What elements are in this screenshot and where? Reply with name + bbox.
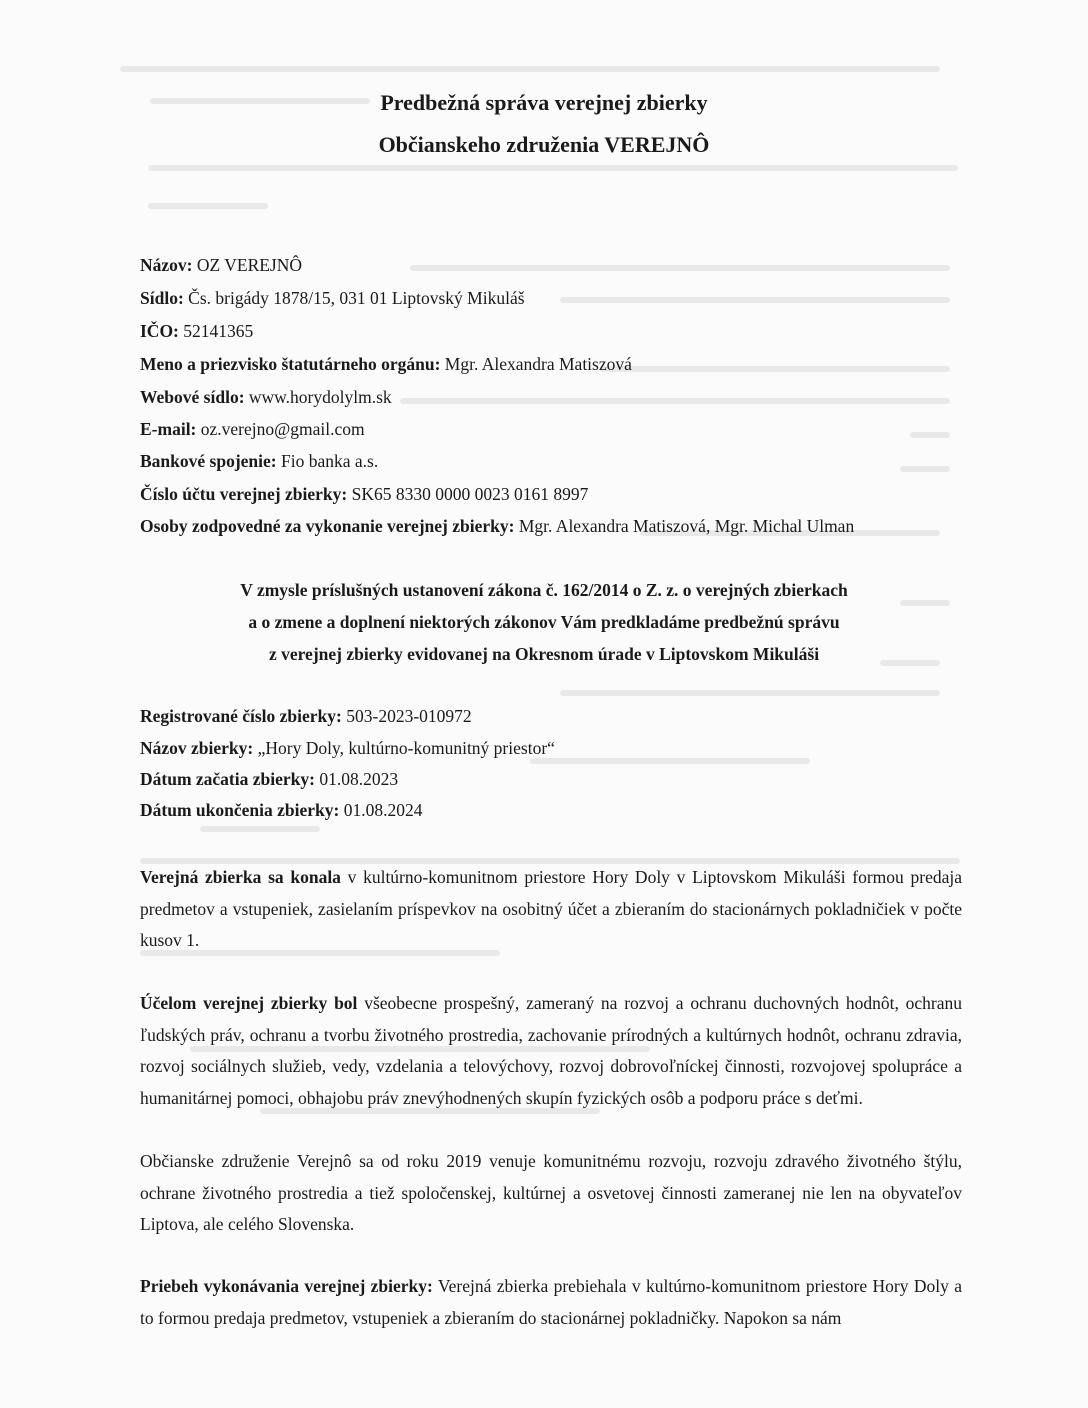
collection-reg-number — [140, 706, 472, 727]
field-sidlo — [140, 288, 525, 309]
field-value: „Hory Doly, kultúrno-komunitný priestor“ — [253, 738, 555, 758]
field-value: 01.08.2023 — [314, 769, 399, 789]
field-value: OZ VEREJNÔ — [192, 255, 303, 275]
field-value: SK65 8330 0000 0023 0161 8997 — [347, 484, 589, 504]
field-label: Meno a priezvisko štatutárneho orgánu: — [140, 354, 441, 374]
field-label: Webové sídlo: — [140, 387, 245, 407]
field-nazov — [140, 255, 302, 276]
field-web — [140, 387, 392, 408]
field-label: Sídlo: — [140, 288, 184, 308]
field-value: 52141365 — [178, 321, 254, 341]
paragraph-priebeh — [140, 1271, 962, 1334]
field-osoby — [140, 516, 854, 537]
paragraph-text: všeobecne prospešný, zameraný na rozvoj a ochranu duchovných hodnôt, ochranu ľudských práv, ochranu a tvorbu životného prostredia, zachovanie prírodných a kultúrnych hodnôt, ochranu zdravia, rozvoj sociálnych služieb, vedy, vzdelania a telovýchovy, rozvoj dobrovoľníckej činnosti, rozvojovej spolupráce a humanitárnej pomoci, obhajobu práv znevýhodnených skupín fyzických osôb a podporu práce s deťmi. — [140, 993, 963, 1108]
field-label: Názov zbierky: — [140, 738, 254, 758]
intro-line-1: V zmysle príslušných ustanovení zákona č. 162/2014 o Z. z. o verejných zbierkach — [240, 580, 848, 600]
field-label: IČO: — [140, 321, 179, 341]
field-label: Registrované číslo zbierky: — [140, 706, 342, 726]
field-value: Mgr. Alexandra Matiszová — [440, 354, 632, 374]
field-ucet — [140, 484, 588, 505]
field-value: 01.08.2024 — [339, 800, 423, 820]
paragraph-label: Verejná zbierka sa konala — [140, 867, 341, 887]
field-email — [140, 419, 365, 440]
field-label: E-mail: — [140, 419, 197, 439]
intro-line-2: a o zmene a doplnení niektorých zákonov Vám predkladáme predbežnú správu — [248, 612, 840, 632]
paragraph-konala — [140, 862, 962, 957]
field-label: Dátum ukončenia zbierky: — [140, 800, 340, 820]
collection-end-date — [140, 800, 422, 821]
paragraph-label: Účelom verejnej zbierky bol — [140, 993, 358, 1013]
field-value: 503-2023-010972 — [341, 706, 472, 726]
field-label: Bankové spojenie: — [140, 451, 277, 471]
field-label: Dátum začatia zbierky: — [140, 769, 315, 789]
document-title: Predbežná správa verejnej zbierky — [380, 90, 708, 115]
field-value: oz.verejno@gmail.com — [196, 419, 365, 439]
collection-name — [140, 738, 555, 759]
field-ico — [140, 321, 253, 342]
collection-start-date — [140, 769, 398, 790]
field-value: www.horydolylm.sk — [244, 387, 392, 407]
paragraph-text: v kultúrno-komunitnom priestore Hory Doly v Liptovskom Mikuláši formou predaja predmetov a vstupeniek, zasielaním príspevkov na osobitný účet a zbieraním do stacionárnych pokladničiek v počte kusov 1. — [140, 867, 962, 950]
paragraph-label: Priebeh vykonávania verejnej zbierky: — [140, 1276, 433, 1296]
field-label: Číslo účtu verejnej zbierky: — [140, 484, 348, 504]
field-statutar — [140, 354, 632, 375]
field-value: Fio banka a.s. — [276, 451, 379, 471]
field-value: Čs. brigády 1878/15, 031 01 Liptovský Mikuláš — [183, 288, 525, 308]
paragraph-ucel — [140, 988, 962, 1114]
field-value: Mgr. Alexandra Matiszová, Mgr. Michal Ulman — [514, 516, 855, 536]
field-label: Názov: — [140, 255, 193, 275]
paragraph-text: Verejná zbierka prebiehala v kultúrno-komunitnom priestore Hory Doly a to formou predaja predmetov, vstupeniek a zbieraním do stacionárnej pokladničky. Napokon sa nám — [140, 1276, 962, 1328]
field-banka — [140, 451, 378, 472]
paragraph-oz: Občianske združenie Verejnô sa od roku 2019 venuje komunitnému rozvoju, rozvoju zdravého životného štýlu, ochrane životného prostredia a tiež spoločenskej, kultúrnej a osvetovej činnosti zameranej nie len na obyvateľov Liptova, ale celého Slovenska. — [140, 1151, 962, 1234]
document-subtitle: Občianskeho združenia VEREJNÔ — [378, 132, 710, 157]
field-label: Osoby zodpovedné za vykonanie verejnej zbierky: — [140, 516, 515, 536]
intro-line-3: z verejnej zbierky evidovanej na Okresnom úrade v Liptovskom Mikuláši — [268, 644, 820, 664]
